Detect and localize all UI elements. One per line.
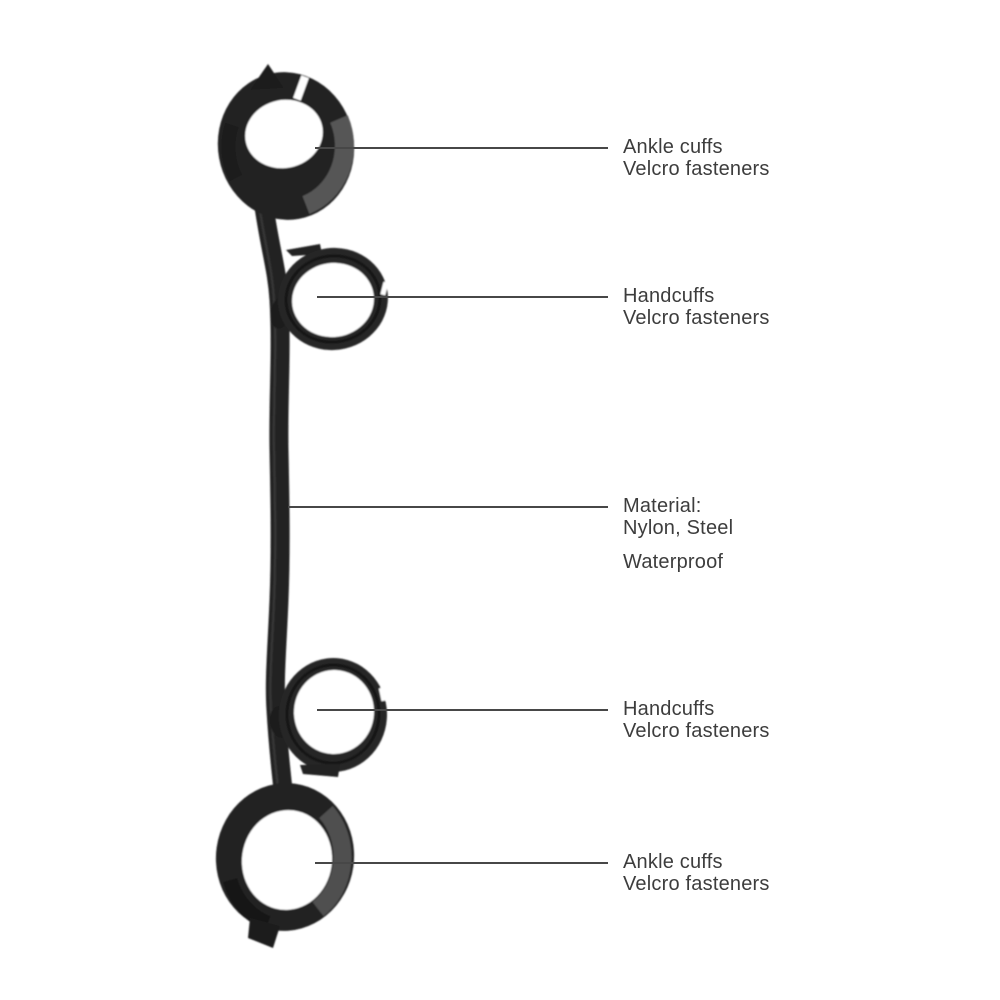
- callout-line-handcuffs-bottom: [317, 709, 608, 711]
- annotation-ankle-cuffs-bottom: [623, 851, 953, 895]
- annotation-ankle-cuffs-top: [623, 136, 953, 180]
- annotation-handcuffs-top: [623, 285, 953, 329]
- callout-line-material: [288, 506, 608, 508]
- annotation-text: Velcro fasteners: [623, 158, 770, 180]
- annotation-text: Velcro fasteners: [623, 720, 770, 742]
- callout-line-ankle-cuffs-top: [315, 147, 608, 149]
- ankle-cuff-top: [206, 61, 366, 230]
- annotation-text: Handcuffs: [623, 285, 715, 307]
- annotation-text: Velcro fasteners: [623, 307, 770, 329]
- annotation-text: Ankle cuffs: [623, 851, 723, 873]
- annotation-text: Velcro fasteners: [623, 873, 770, 895]
- annotation-text: Ankle cuffs: [623, 136, 723, 158]
- callout-line-ankle-cuffs-bottom: [315, 862, 608, 864]
- annotation-text: Handcuffs: [623, 698, 715, 720]
- annotation-material: [623, 495, 953, 573]
- annotation-text: Nylon, Steel: [623, 517, 734, 539]
- annotation-text: Waterproof: [623, 551, 724, 573]
- annotation-handcuffs-bottom: [623, 698, 953, 742]
- callout-line-handcuffs-top: [317, 296, 608, 298]
- annotation-text: Material:: [623, 495, 702, 517]
